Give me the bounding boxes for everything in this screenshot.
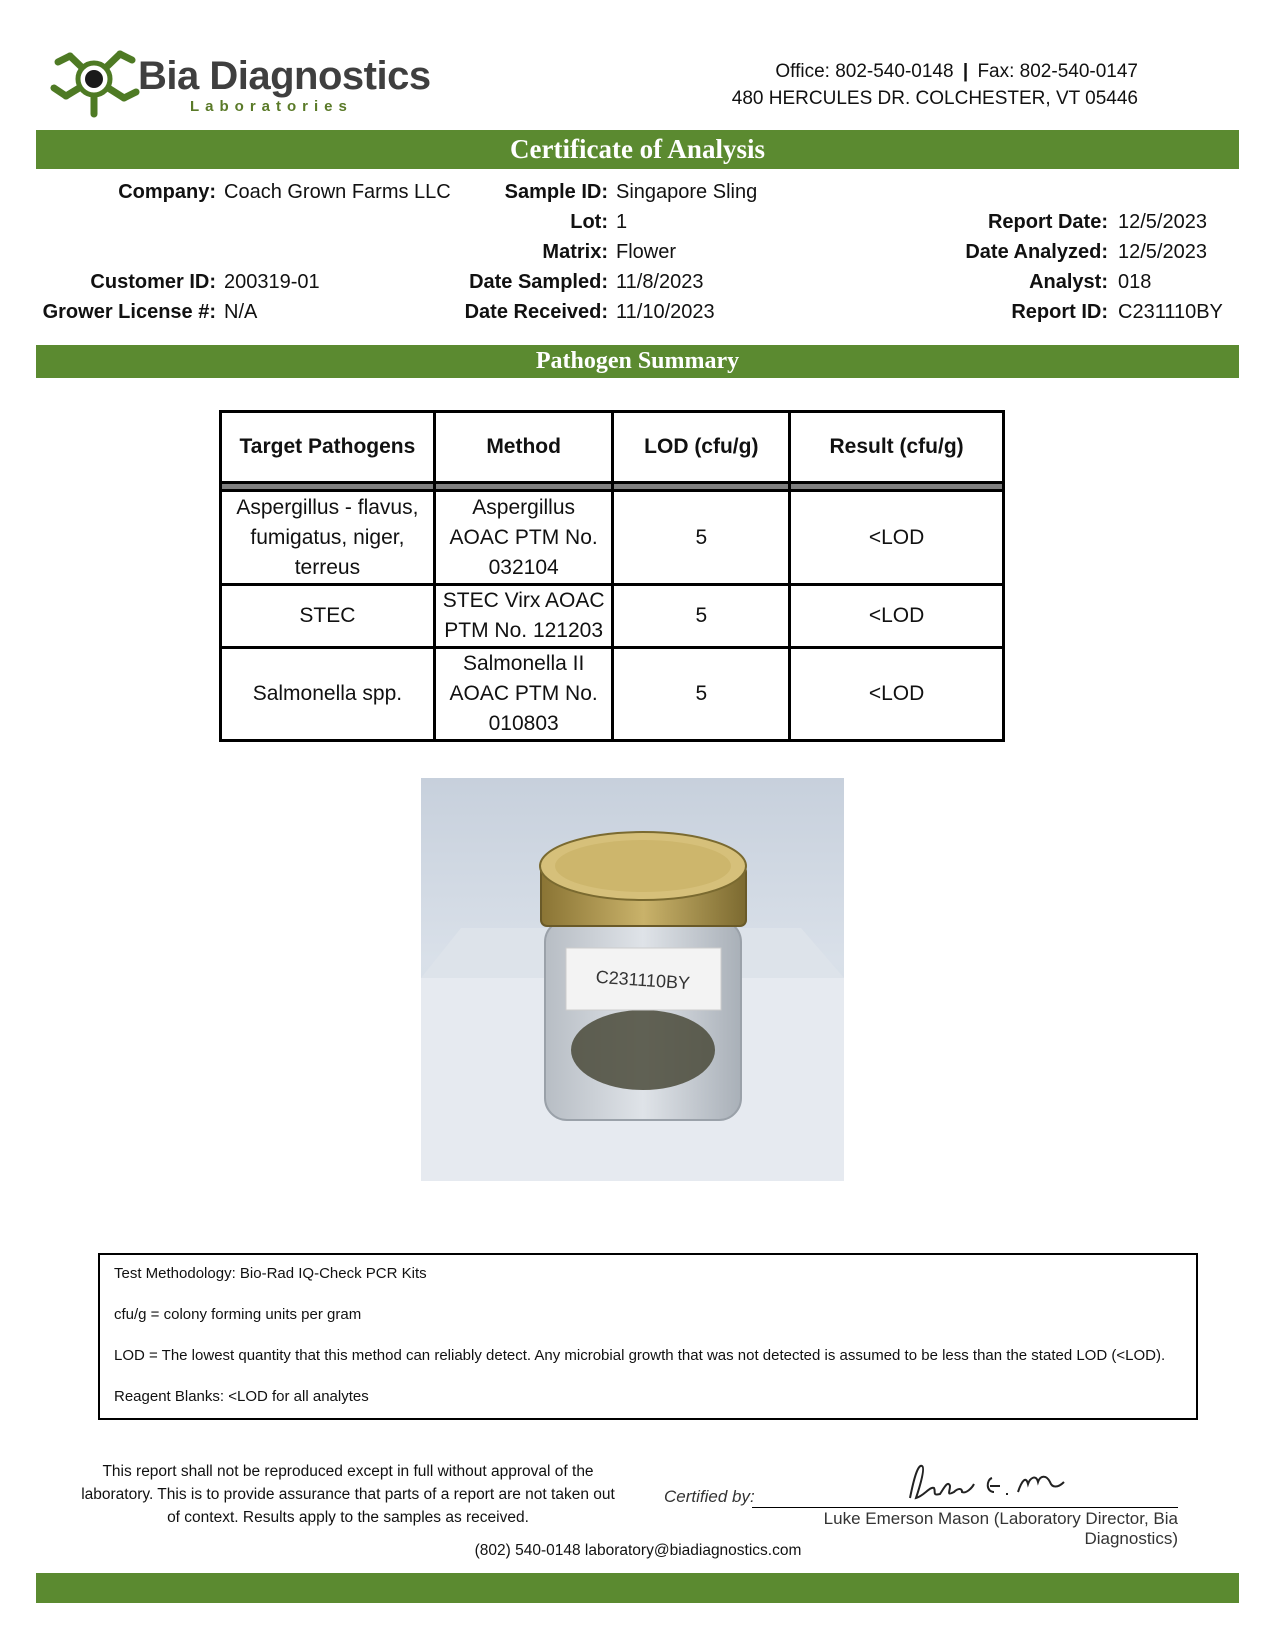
header-result: Result (cfu/g) [790,412,1004,483]
cell-result: <LOD [790,491,1004,585]
cell-pathogen: STEC [221,585,435,648]
table-row [221,585,1004,648]
pathogen-table [219,410,1005,742]
grower-license-value: N/A [224,301,258,323]
date-analyzed-label: Date Analyzed: [965,241,1108,263]
cell-method: Salmonella II AOAC PTM No. 010803 [434,648,613,741]
note-cfu: cfu/g = colony forming units per gram [114,1306,362,1323]
signatory-name: Luke Emerson Mason (Laboratory Director, Bia Diagnostics) [823,1509,1178,1548]
header-target-pathogens: Target Pathogens [221,412,435,483]
grower-license-label: Grower License #: [42,301,216,323]
note-methodology: Test Methodology: Bio-Rad IQ-Check PCR Kits [114,1265,427,1282]
report-date-value: 12/5/2023 [1118,211,1207,233]
table-row [221,648,1004,741]
note-lod: LOD = The lowest quantity that this method can reliably detect. Any microbial growth that was not detected is assumed to be less than the stated LOD (<LOD). [114,1347,1166,1364]
customer-id-value: 200319-01 [224,271,320,293]
cell-result: <LOD [790,585,1004,648]
notes-box [98,1253,1198,1420]
company-label: Company: [118,181,216,203]
lot-value: 1 [616,211,628,233]
cell-method: STEC Virx AOAC PTM No. 121203 [434,585,613,648]
certified-by-label: Certified by: [664,1487,755,1506]
header-method: Method [434,412,613,483]
cell-lod: 5 [613,491,790,585]
cell-result: <LOD [790,648,1004,741]
date-analyzed-value: 12/5/2023 [1118,241,1207,263]
report-date-label: Report Date: [987,211,1108,233]
table-row [221,491,1004,585]
customer-id-label: Customer ID: [90,271,216,293]
logo-title: Bia Diagnostics [138,54,431,98]
date-sampled-label: Date Sampled: [469,271,608,293]
table-header-row [221,412,1004,483]
signature [900,1458,1080,1508]
lot-label: Lot: [570,211,608,233]
footer-contact: (802) 540-0148 laboratory@biadiagnostics.com [474,1542,802,1559]
report-id-label: Report ID: [1011,301,1108,323]
fax-number: Fax: 802-540-0147 [977,61,1138,82]
note-reagent: Reagent Blanks: <LOD for all analytes [114,1388,369,1405]
matrix-value: Flower [616,241,677,263]
office-contact [732,58,1138,112]
company-value: Coach Grown Farms LLC [224,181,451,203]
table-divider [221,483,1004,491]
signature-line [752,1507,1178,1508]
jar-label-text: C231110BY [595,966,691,994]
date-sampled-value: 11/8/2023 [616,271,704,293]
analyst-value: 018 [1118,271,1152,293]
matrix-label: Matrix: [542,241,608,263]
header-lod: LOD (cfu/g) [613,412,790,483]
office-phone: Office: 802-540-0148 [775,61,954,82]
separator: | [962,61,969,82]
analyst-label: Analyst: [1029,271,1108,293]
cell-pathogen: Aspergillus - flavus, fumigatus, niger, terreus [221,491,435,585]
sample-id-value: Singapore Sling [616,181,758,203]
cell-pathogen: Salmonella spp. [221,648,435,741]
date-received-label: Date Received: [464,301,608,323]
cell-lod: 5 [613,648,790,741]
sample-photo [421,778,844,1181]
footer-bar [36,1573,1239,1603]
pathogen-summary-title: Pathogen Summary [36,345,1239,378]
address: 480 HERCULES DR. COLCHESTER, VT 05446 [731,88,1138,109]
logo-subtitle: Laboratories [190,98,353,115]
date-received-value: 11/10/2023 [616,301,715,323]
disclaimer: This report shall not be reproduced except in full without approval of the laboratory. This is to provide assurance that parts of a report are not taken out of context. Results apply to the samples as received. [81,1463,615,1526]
bia-molecule-icon [44,36,144,122]
certificate-title: Certificate of Analysis [36,130,1239,169]
sample-id-label: Sample ID: [504,181,608,203]
report-id-value: C231110BY [1118,301,1223,323]
cell-lod: 5 [613,585,790,648]
cell-method: Aspergillus AOAC PTM No. 032104 [434,491,613,585]
